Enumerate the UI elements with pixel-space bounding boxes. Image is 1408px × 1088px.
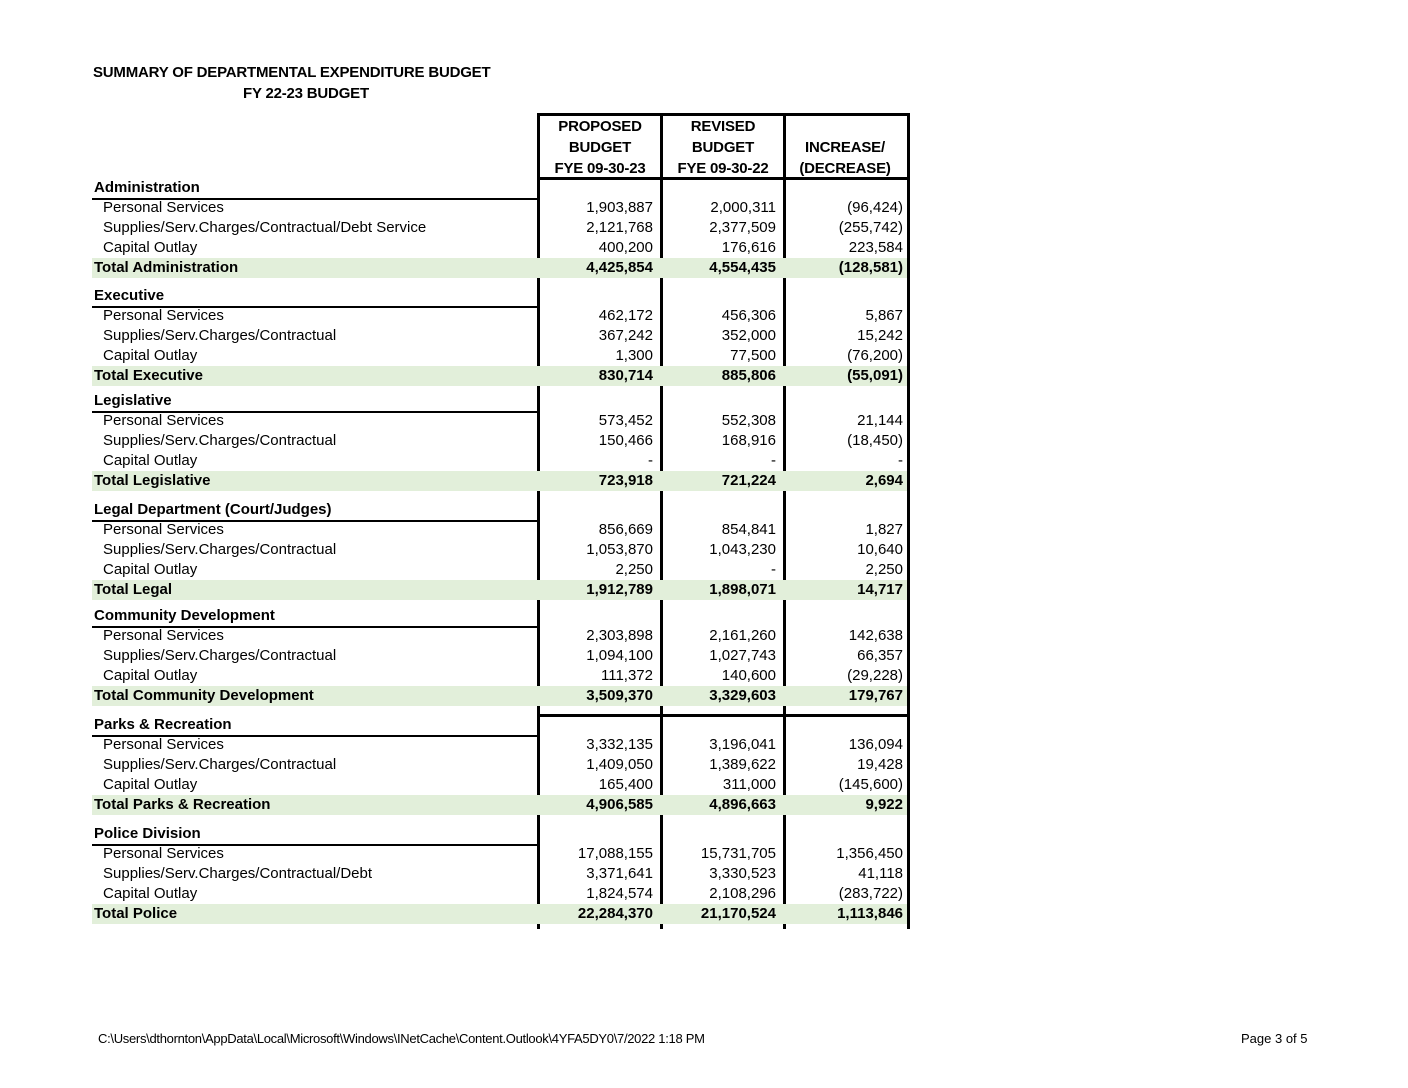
proposed-value: 1,300 (615, 347, 653, 364)
total-label: Total Executive (94, 367, 203, 384)
table-row (92, 198, 907, 218)
revised-value: 140,600 (721, 667, 776, 684)
change-value: 136,094 (848, 736, 903, 753)
department-name: Administration (94, 179, 200, 196)
table-row (92, 520, 907, 540)
total-label: Total Administration (94, 259, 239, 276)
line-item-label: Capital Outlay (103, 347, 198, 364)
proposed-value: 2,121,768 (586, 219, 653, 236)
change-value: 15,242 (857, 327, 903, 344)
table-row (92, 431, 907, 451)
change-value: 142,638 (848, 627, 903, 644)
line-item-label: Supplies/Serv.Charges/Contractual (103, 432, 337, 449)
line-item-label: Capital Outlay (103, 239, 198, 256)
revised-value: 854,841 (721, 521, 776, 538)
change-value: 66,357 (857, 647, 903, 664)
revised-value: 3,196,041 (709, 736, 776, 753)
revised-value: 176,616 (721, 239, 776, 256)
table-row (92, 775, 907, 795)
revised-value: 1,389,622 (709, 756, 776, 773)
line-item-label: Personal Services (103, 521, 224, 538)
total-revised-value: 1,898,071 (709, 581, 776, 598)
line-item-label: Capital Outlay (103, 561, 198, 578)
revised-value: 352,000 (721, 327, 776, 344)
revised-value: 77,500 (730, 347, 776, 364)
revised-value: 456,306 (721, 307, 776, 324)
change-value: (18,450) (847, 432, 903, 449)
proposed-value: 2,250 (615, 561, 653, 578)
revised-value: - (771, 452, 776, 469)
line-item-label: Supplies/Serv.Charges/Contractual/Debt (103, 865, 373, 882)
header-line: FYE 09-30-23 (554, 160, 646, 177)
total-proposed-value: 723,918 (598, 472, 653, 489)
header-line: REVISED (690, 118, 756, 135)
change-value: 19,428 (857, 756, 903, 773)
line-item-label: Personal Services (103, 412, 224, 429)
change-value: 223,584 (848, 239, 903, 256)
total-row (92, 795, 907, 815)
header-line: (DECREASE) (799, 160, 891, 177)
table-row (92, 735, 907, 755)
total-change-value: 179,767 (848, 687, 903, 704)
department-header-row (92, 606, 907, 626)
department-name: Police Division (94, 825, 201, 842)
proposed-value: 1,903,887 (586, 199, 653, 216)
change-value: (283,722) (838, 885, 903, 902)
total-change-value: 9,922 (865, 796, 903, 813)
table-row (92, 666, 907, 686)
proposed-value: 165,400 (598, 776, 653, 793)
header-line: PROPOSED (558, 118, 642, 135)
revised-value: - (771, 561, 776, 578)
proposed-value: 462,172 (598, 307, 653, 324)
table-row (92, 540, 907, 560)
total-change-value: (55,091) (847, 367, 903, 384)
change-value: (76,200) (847, 347, 903, 364)
total-revised-value: 4,896,663 (709, 796, 776, 813)
table-row (92, 451, 907, 471)
proposed-value: 367,242 (598, 327, 653, 344)
table-row (92, 306, 907, 326)
line-item-label: Personal Services (103, 627, 224, 644)
department-header-row (92, 178, 907, 198)
table-row (92, 755, 907, 775)
proposed-value: 1,053,870 (586, 541, 653, 558)
table-row (92, 884, 907, 904)
proposed-value: 400,200 (598, 239, 653, 256)
proposed-value: 856,669 (598, 521, 653, 538)
document-title: SUMMARY OF DEPARTMENTAL EXPENDITURE BUDGET (93, 64, 491, 81)
header-line: INCREASE/ (805, 139, 885, 156)
total-proposed-value: 830,714 (598, 367, 653, 384)
proposed-value: 2,303,898 (586, 627, 653, 644)
table-row (92, 411, 907, 431)
department-name: Community Development (94, 607, 275, 624)
revised-value: 1,027,743 (709, 647, 776, 664)
line-item-label: Personal Services (103, 199, 224, 216)
total-proposed-value: 4,425,854 (586, 259, 653, 276)
line-item-label: Capital Outlay (103, 776, 198, 793)
header-line: BUDGET (691, 139, 755, 156)
revised-value: 552,308 (721, 412, 776, 429)
revised-value: 2,161,260 (709, 627, 776, 644)
table-row (92, 326, 907, 346)
total-label: Total Legislative (94, 472, 211, 489)
change-value: 1,827 (865, 521, 903, 538)
revised-value: 2,000,311 (710, 199, 776, 216)
total-label: Total Community Development (94, 687, 314, 704)
total-change-value: 1,113,846 (837, 905, 903, 922)
footer-page-number: Page 3 of 5 (1241, 1031, 1308, 1046)
proposed-value: 1,824,574 (586, 885, 653, 902)
header-line: FYE 09-30-22 (677, 160, 769, 177)
department-name: Legal Department (Court/Judges) (94, 501, 332, 518)
line-item-label: Supplies/Serv.Charges/Contractual (103, 327, 337, 344)
line-item-label: Personal Services (103, 736, 224, 753)
total-change-value: (128,581) (838, 259, 903, 276)
total-row (92, 686, 907, 706)
line-item-label: Capital Outlay (103, 452, 198, 469)
line-item-label: Capital Outlay (103, 885, 198, 902)
table-row (92, 626, 907, 646)
proposed-value: 17,088,155 (577, 845, 653, 862)
table-row (92, 218, 907, 238)
total-revised-value: 3,329,603 (709, 687, 776, 704)
table-row (92, 346, 907, 366)
column-header-proposed (540, 116, 660, 177)
line-item-label: Personal Services (103, 845, 224, 862)
proposed-value: 3,371,641 (586, 865, 653, 882)
document-subtitle: FY 22-23 BUDGET (243, 85, 369, 102)
department-header-row (92, 824, 907, 844)
line-item-label: Supplies/Serv.Charges/Contractual (103, 541, 337, 558)
revised-value: 311,000 (722, 776, 776, 793)
total-row (92, 904, 907, 924)
change-value: 5,867 (865, 307, 903, 324)
revised-value: 3,330,523 (709, 865, 776, 882)
table-row (92, 560, 907, 580)
change-value: (29,228) (847, 667, 903, 684)
total-revised-value: 885,806 (721, 367, 776, 384)
table-row (92, 646, 907, 666)
change-value: 2,250 (865, 561, 903, 578)
change-value: (255,742) (838, 219, 903, 236)
proposed-value: 150,466 (598, 432, 653, 449)
line-item-label: Supplies/Serv.Charges/Contractual (103, 647, 337, 664)
department-header-row (92, 286, 907, 306)
department-header-row (92, 500, 907, 520)
column-header-change (786, 116, 904, 177)
proposed-value: 1,409,050 (586, 756, 653, 773)
department-header-row (92, 391, 907, 411)
change-value: 1,356,450 (836, 845, 903, 862)
revised-value: 2,108,296 (709, 885, 776, 902)
total-change-value: 14,717 (857, 581, 903, 598)
total-revised-value: 4,554,435 (709, 259, 776, 276)
revised-value: 1,043,230 (709, 541, 776, 558)
header-line (786, 116, 904, 137)
proposed-value: 3,332,135 (586, 736, 653, 753)
line-item-label: Supplies/Serv.Charges/Contractual/Debt Service (103, 219, 427, 236)
proposed-value: - (648, 452, 653, 469)
change-value: (145,600) (838, 776, 903, 793)
total-row (92, 258, 907, 278)
change-value: - (898, 452, 903, 469)
proposed-value: 573,452 (598, 412, 653, 429)
column-header-revised (663, 116, 783, 177)
total-label: Total Legal (94, 581, 173, 598)
change-value: 21,144 (857, 412, 903, 429)
total-revised-value: 721,224 (721, 472, 776, 489)
revised-value: 168,916 (721, 432, 776, 449)
total-revised-value: 21,170,524 (700, 905, 776, 922)
total-proposed-value: 1,912,789 (586, 581, 653, 598)
department-name: Legislative (94, 392, 172, 409)
line-item-label: Supplies/Serv.Charges/Contractual (103, 756, 337, 773)
revised-value: 2,377,509 (709, 219, 776, 236)
change-value: 41,118 (858, 865, 903, 882)
revised-value: 15,731,705 (700, 845, 776, 862)
table-row (92, 238, 907, 258)
proposed-value: 1,094,100 (586, 647, 653, 664)
total-proposed-value: 3,509,370 (586, 687, 653, 704)
department-name: Parks & Recreation (94, 716, 232, 733)
total-row (92, 471, 907, 491)
total-label: Total Parks & Recreation (94, 796, 271, 813)
table-row (92, 864, 907, 884)
total-label: Total Police (94, 905, 178, 922)
total-change-value: 2,694 (865, 472, 903, 489)
table-row (92, 844, 907, 864)
total-proposed-value: 4,906,585 (586, 796, 653, 813)
total-row (92, 580, 907, 600)
line-item-label: Capital Outlay (103, 667, 198, 684)
proposed-value: 111,372 (601, 667, 653, 684)
header-line: BUDGET (568, 139, 632, 156)
department-header-row (92, 715, 907, 735)
department-name: Executive (94, 287, 165, 304)
total-row (92, 366, 907, 386)
change-value: 10,640 (857, 541, 903, 558)
line-item-label: Personal Services (103, 307, 224, 324)
change-value: (96,424) (847, 199, 903, 216)
total-proposed-value: 22,284,370 (577, 905, 653, 922)
footer-file-path: C:\Users\dthornton\AppData\Local\Microsoft\Windows\INetCache\Content.Outlook\4YFA5DY0\7/2022 1:18 PM (98, 1031, 705, 1046)
